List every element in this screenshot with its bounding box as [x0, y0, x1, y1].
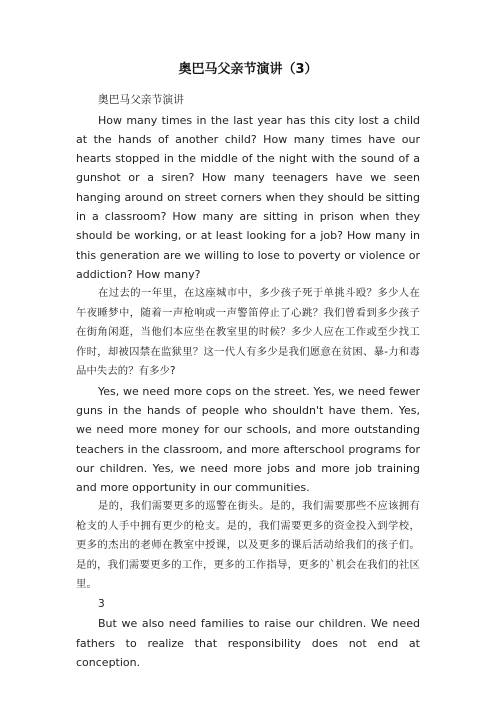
- paragraph-chinese: 在过去的一年里，在这座城市中，多少孩子死于单挑斗殴？多少人在午夜睡梦中，随着一声枪响或一声警笛停止了心跳？我们曾看到多少孩子在街角闲逛，当他们本应坐在教室里的时候？多少人应在工作或至少找工作时，却被囚禁在监狱里？这一代人有多少是我们愿意在贫困、暴-力和毒品中失去的？有多少?: [76, 287, 420, 378]
- paragraph-english: But we also need families to raise our children. We need fathers to realize that responsibility does not end at conception.: [76, 617, 420, 669]
- section-number: 3: [98, 597, 105, 610]
- paragraph-chinese: 是的，我们需要更多的巡警在街头。是的，我们需要那些不应该拥有枪支的人手中拥有更少的枪支。是的，我们需要更多的资金投入到学校，更多的杰出的老师在教室中授课，以及更多的课后活动给我们的孩子们。是的，我们需要更多的工作，更多的工作指导，更多的`机会在我们的社区里。: [76, 500, 420, 591]
- document-body: [76, 91, 420, 672]
- section-label: 奥巴马父亲节演讲: [98, 94, 184, 106]
- paragraph-english: Yes, we need more cops on the street. Yes, we need fewer guns in the hands of people who shouldn't have them. Yes, we need more money for our schools, and more outstanding teachers in the classroom, and more afterschool programs for our children. Yes, we need more jobs and more job training and more opportunity in our communities.: [76, 384, 420, 495]
- paragraph-english: How many times in the last year has this city lost a child at the hands of another child? How many times have our hearts stopped in the middle of the night with the sound of a gunshot or a siren? How many teenagers have we seen hanging around on street corners when they should be sitting in a classroom? How many are sitting in prison when they should be working, or at least looking for a job? How many in this generation are we willing to lose to poverty or violence or addiction? How many?: [76, 113, 420, 281]
- document-title: 奥巴马父亲节演讲（3）: [178, 62, 318, 77]
